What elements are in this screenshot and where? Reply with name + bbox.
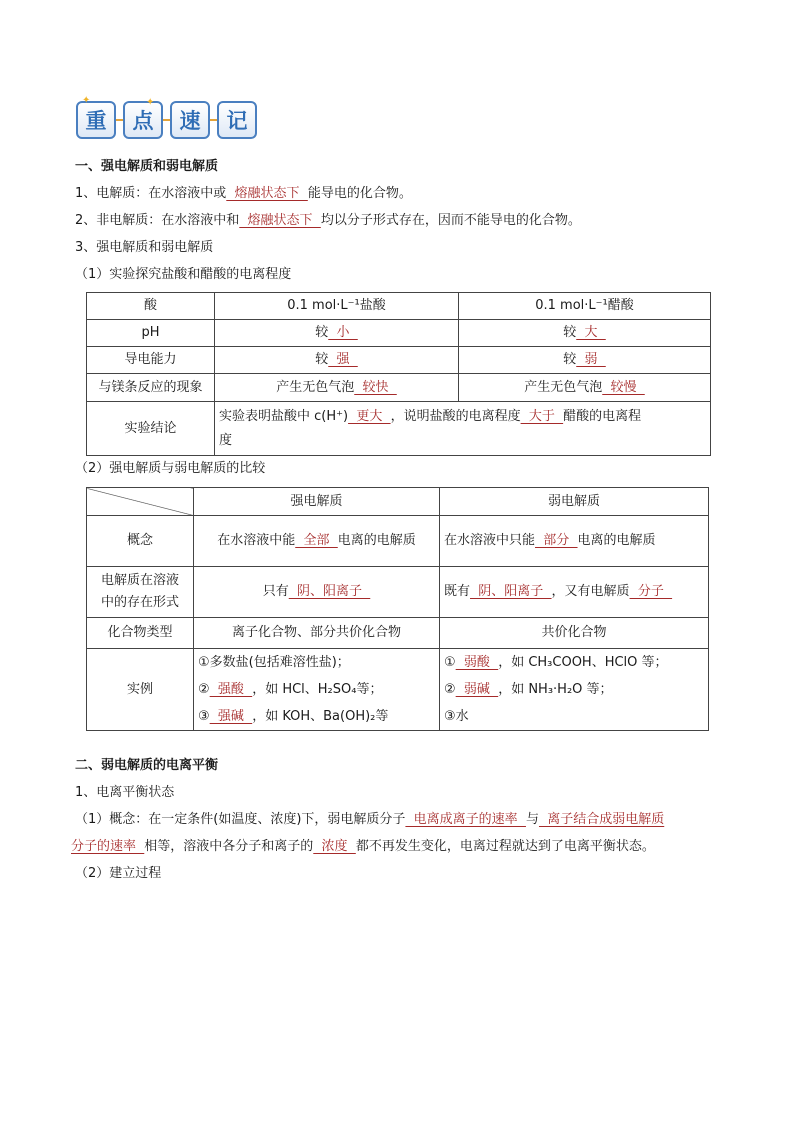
table-header-cell: 0.1 mol·L⁻¹盐酸	[215, 293, 459, 320]
badge-char-1: 重	[76, 101, 116, 139]
table-row	[87, 618, 709, 649]
sparkle-icon: ✦	[146, 97, 155, 108]
experiment-table	[86, 292, 711, 456]
subheading-strong-weak: 3、强电解质和弱电解质	[75, 240, 214, 255]
table-cell: 既有 阴、阳离子 ，又有电解质 分子	[440, 567, 709, 618]
row-label: 实例	[87, 649, 194, 731]
row-label: 实验结论	[87, 402, 215, 456]
answer: 分子	[629, 584, 673, 599]
table-cell: 在水溶液中只能 部分 电离的电解质	[440, 516, 709, 567]
conclusion-cell: 实验表明盐酸中 c(H⁺) 更大 ，说明盐酸的电离程度 大于 醋酸的电离程 度	[215, 402, 711, 456]
table-header-cell: 强电解质	[194, 488, 440, 516]
row-label: pH	[87, 320, 215, 347]
answer: 强碱	[209, 709, 253, 724]
answer: 大	[576, 325, 606, 340]
table-cell: 较 小	[215, 320, 459, 347]
table-cell: 产生无色气泡 较慢	[459, 374, 711, 402]
badge-char-3: 速	[170, 101, 210, 139]
table-header-cell: 0.1 mol·L⁻¹醋酸	[459, 293, 711, 320]
badge-connector	[163, 119, 170, 121]
table-row	[87, 567, 709, 618]
comparison-table	[86, 487, 709, 731]
badge-char-2: 点	[123, 101, 163, 139]
answer: 电离成离子的速率	[405, 812, 526, 827]
table-row	[87, 347, 711, 374]
diagonal-header-cell	[87, 488, 194, 516]
equilibrium-concept-line-2: 分子的速率 相等，溶液中各分子和离子的 浓度 都不再发生变化，电离过程就达到了电离平衡状态。	[71, 839, 655, 854]
equilibrium-concept-line-1: （1）概念：在一定条件(如温度、浓度)下，弱电解质分子 电离成离子的速率 与 离子结合成弱电解质	[75, 812, 665, 827]
answer: 小	[328, 325, 358, 340]
answer: 弱	[576, 352, 606, 367]
row-label: 电解质在溶液 中的存在形式	[87, 567, 194, 618]
table-row	[87, 488, 709, 516]
answer: 大于	[520, 408, 564, 424]
row-label: 概念	[87, 516, 194, 567]
section-1-title: 一、强电解质和弱电解质	[75, 159, 219, 174]
answer: 阴、阳离子	[470, 584, 552, 599]
answer: 弱碱	[455, 682, 499, 697]
answer: 分子的速率	[71, 839, 145, 854]
row-label: 导电能力	[87, 347, 215, 374]
answer: 较快	[354, 379, 397, 395]
table-cell: 在水溶液中能 全部 电离的电解质	[194, 516, 440, 567]
badge-connector	[210, 119, 217, 121]
answer: 离子结合成弱电解质	[538, 812, 665, 827]
answer: 强	[328, 352, 358, 367]
strong-examples-cell: ①多数盐(包括难溶性盐)； ② 强酸 ，如 HCl、H₂SO₄等； ③ 强碱 ，如 KOH、Ba(OH)₂等	[194, 649, 440, 731]
subheading-equilibrium-state: 1、电离平衡状态	[75, 785, 175, 800]
key-points-badge	[76, 95, 257, 139]
answer: 熔融状态下	[239, 213, 321, 228]
answer: 弱酸	[455, 655, 499, 670]
table-row	[87, 374, 711, 402]
table-header-cell: 弱电解质	[440, 488, 709, 516]
table-cell: 较 大	[459, 320, 711, 347]
answer: 部分	[535, 533, 578, 548]
badge-char-4: 记	[217, 101, 257, 139]
row-label: 化合物类型	[87, 618, 194, 649]
definition-nonelectrolyte: 2、非电解质：在水溶液中和 熔融状态下 均以分子形式存在，因而不能导电的化合物。	[75, 213, 581, 228]
table-cell: 只有 阴、阳离子	[194, 567, 440, 618]
answer: 强酸	[209, 682, 253, 697]
row-label: 与镁条反应的现象	[87, 374, 215, 402]
table-row	[87, 320, 711, 347]
answer: 熔融状态下	[226, 186, 308, 201]
sparkle-icon: ✦	[82, 95, 91, 106]
weak-examples-cell: ① 弱酸 ，如 CH₃COOH、HClO 等； ② 弱碱 ，如 NH₃·H₂O 等； ③水	[440, 649, 709, 731]
badge-connector	[116, 119, 123, 121]
subheading-establishment: （2）建立过程	[75, 866, 162, 881]
table-cell: 产生无色气泡 较快	[215, 374, 459, 402]
table-row	[87, 516, 709, 567]
subheading-comparison: （2）强电解质与弱电解质的比较	[75, 461, 266, 476]
table-row	[87, 402, 711, 456]
table-cell: 较 弱	[459, 347, 711, 374]
table-header-cell: 酸	[87, 293, 215, 320]
table-cell: 离子化合物、部分共价化合物	[194, 618, 440, 649]
definition-electrolyte: 1、电解质：在水溶液中或 熔融状态下 能导电的化合物。	[75, 186, 412, 201]
answer: 阴、阳离子	[288, 584, 371, 599]
answer: 更大	[348, 408, 391, 424]
table-cell: 共价化合物	[440, 618, 709, 649]
answer: 浓度	[313, 839, 356, 854]
section-2-title: 二、弱电解质的电离平衡	[75, 758, 219, 773]
answer: 较慢	[602, 379, 645, 395]
table-cell: 较 强	[215, 347, 459, 374]
table-row	[87, 293, 711, 320]
answer: 全部	[295, 533, 338, 548]
subheading-experiment: （1）实验探究盐酸和醋酸的电离程度	[75, 267, 292, 282]
table-row	[87, 649, 709, 731]
